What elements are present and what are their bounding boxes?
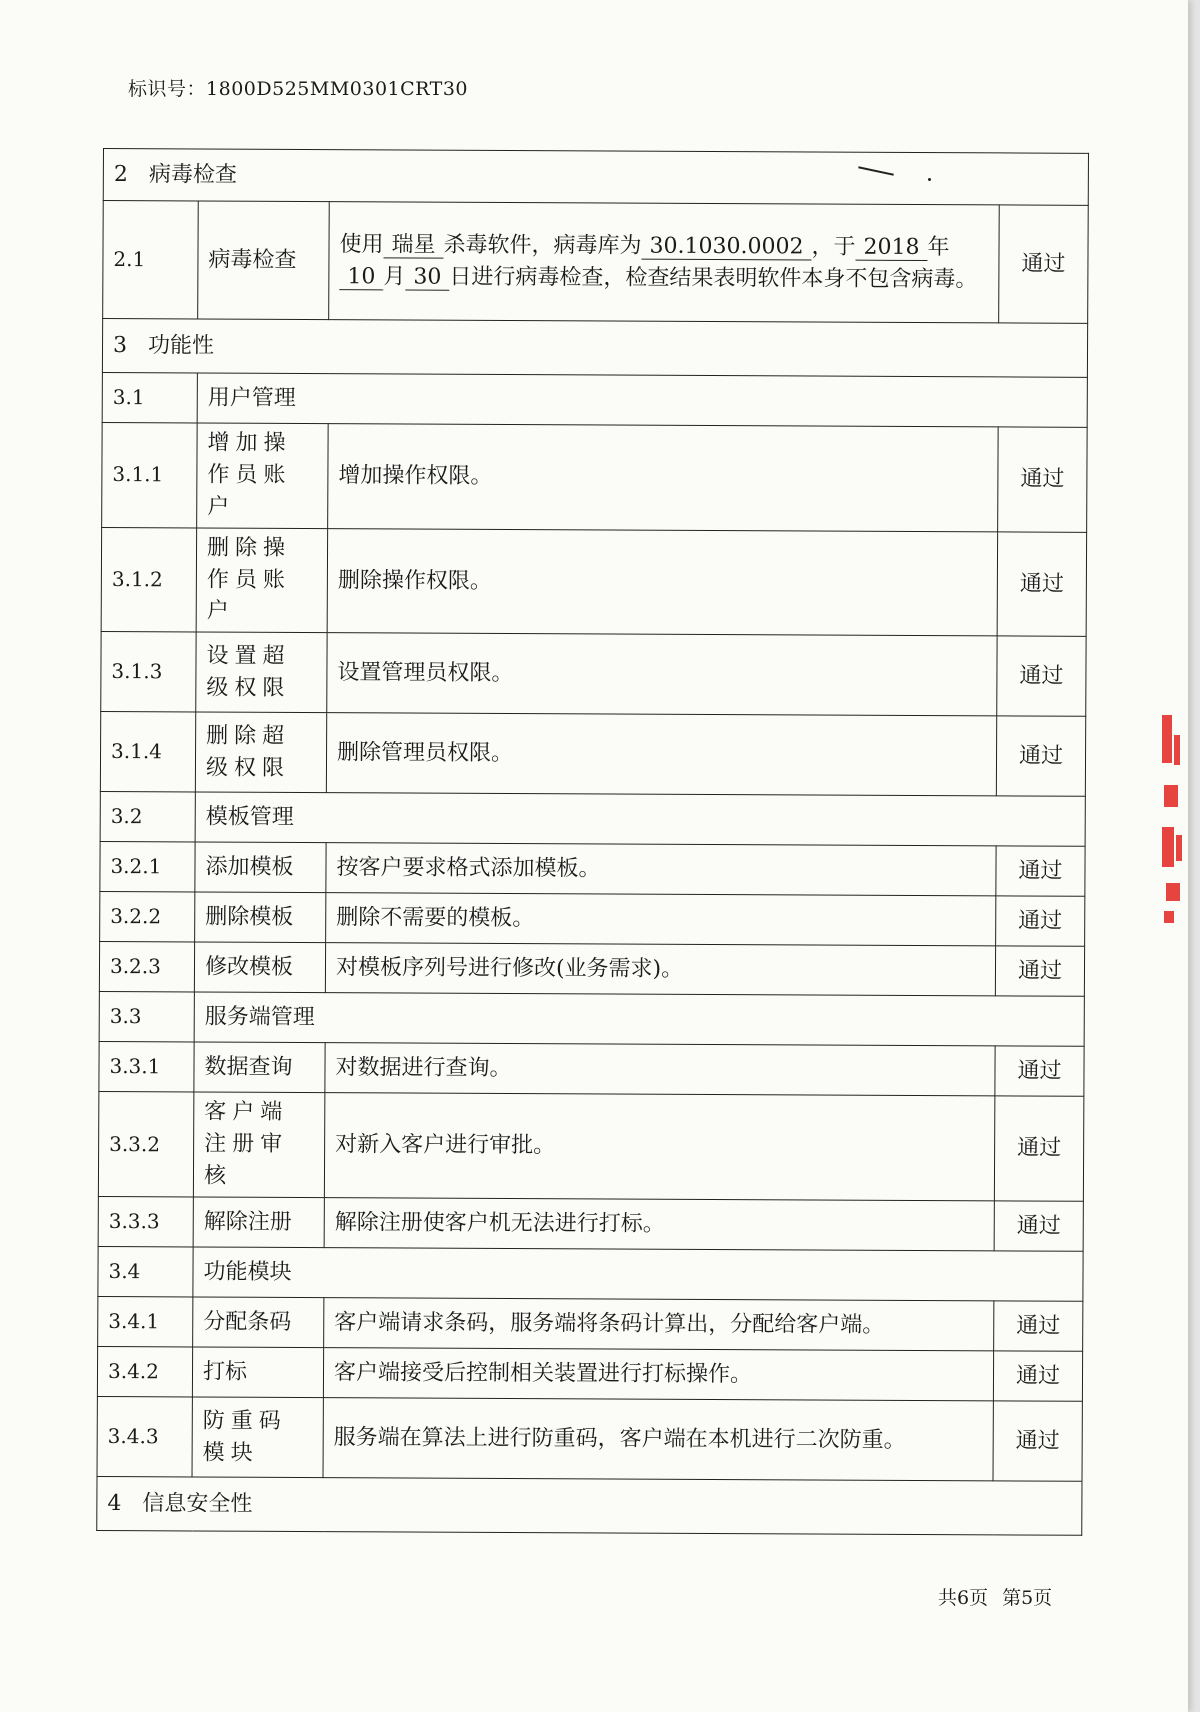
item-name: 病毒检查 [198,201,330,320]
item-result: 通过 [993,1401,1082,1481]
subsection-row [102,372,1087,427]
subsection-title: 功能模块 [193,1247,1083,1301]
item-number: 3.2.3 [99,942,194,992]
item-description: 解除注册使客户机无法进行打标。 [324,1198,994,1251]
subsection-title: 用户管理 [197,373,1087,427]
item-name: 删除超级权限 [195,712,326,793]
item-row [98,1092,1083,1201]
item-row [101,527,1086,636]
item-result: 通过 [997,636,1086,716]
item-result: 通过 [998,427,1088,532]
check-month: 10 [339,265,383,290]
item-number: 3.4.2 [97,1347,192,1397]
document-id-label: 标识号： [128,78,207,100]
item-name: 防重码模块 [192,1397,323,1478]
item-result: 通过 [996,896,1085,946]
section-number: 2 [113,161,128,187]
item-row-2-1 [103,201,1089,324]
item-name: 添加模板 [195,842,326,893]
page-current: 第5页 [1002,1587,1053,1609]
item-name: 解除注册 [193,1197,324,1248]
subsection-number: 3.2 [100,792,195,842]
seam-stamp [1160,715,1186,925]
item-row [100,842,1085,897]
section-row-4 [97,1477,1082,1536]
section-title: 信息安全性 [142,1490,253,1517]
item-number: 3.3.3 [98,1197,193,1247]
subsection-number: 3.3 [99,992,194,1042]
item-description: 删除操作权限。 [327,528,998,636]
section-title: 病毒检查 [148,161,237,188]
item-row [101,632,1086,717]
item-description: 删除不需要的模板。 [326,893,996,946]
item-name: 删除模板 [195,892,326,943]
section-number: 3 [112,332,128,358]
item-description: 客户端请求条码，服务端将条码计算出，分配给客户端。 [324,1298,994,1351]
item-result: 通过 [994,1201,1083,1251]
item-number: 3.2.1 [100,842,195,892]
item-number: 3.2.2 [100,892,195,942]
item-number: 3.1.2 [101,527,197,632]
subsection-title: 模板管理 [195,792,1085,846]
item-number: 3.4.1 [98,1297,193,1347]
item-result: 通过 [997,532,1087,637]
item-description: 对模板序列号进行修改(业务需求)。 [325,943,995,996]
section-title: 功能性 [147,332,215,359]
item-name: 删除操作员账户 [196,528,328,633]
item-result: 通过 [999,205,1089,323]
item-name: 修改模板 [194,942,325,993]
item-description: 按客户要求格式添加模板。 [326,843,996,896]
item-result: 通过 [994,1301,1083,1351]
item-number: 3.4.3 [97,1397,192,1477]
desc-text: 使用 [339,231,384,257]
item-description [329,202,1000,323]
item-name: 增加操作员账户 [197,423,329,528]
item-row [98,1197,1083,1252]
test-results-table [96,148,1089,1536]
item-row [98,1297,1083,1352]
section-row-3 [102,319,1087,378]
item-result: 通过 [995,1046,1084,1096]
subsection-row [98,1247,1083,1302]
item-number: 2.1 [103,201,199,319]
subsection-title: 服务端管理 [194,992,1084,1046]
item-result: 通过 [996,846,1085,896]
item-number: 3.1.4 [100,712,195,792]
item-number: 3.1.3 [101,632,196,712]
software-name: 瑞星 [383,233,443,258]
item-result: 通过 [993,1351,1082,1401]
item-row [100,892,1085,947]
item-name: 设置超级权限 [196,632,327,713]
item-name: 数据查询 [194,1042,325,1093]
item-name: 打标 [192,1347,323,1398]
check-day: 30 [405,265,449,290]
item-row [100,712,1085,797]
subsection-row [99,992,1084,1047]
section-row-2 [103,149,1088,206]
item-description: 服务端在算法上进行防重码，客户端在本机进行二次防重。 [323,1398,993,1481]
subsection-number: 3.4 [98,1247,193,1297]
item-number: 3.3.2 [98,1092,194,1197]
item-description: 设置管理员权限。 [327,633,997,716]
document-id [128,74,468,101]
virus-db-version: 30.1030.0002 [642,234,812,260]
document-id-value: 1800D525MM0301CRT30 [206,78,468,100]
item-result: 通过 [995,946,1084,996]
item-number: 3.1.1 [102,422,198,527]
item-row [97,1347,1082,1402]
desc-text: 月 [383,263,406,289]
desc-text: 日进行病毒检查，检查结果表明软件本身不包含病毒。 [449,264,978,292]
item-result: 通过 [994,1096,1084,1201]
item-name: 客户端注册审核 [193,1092,325,1197]
subsection-row [100,792,1085,847]
item-description: 对新入客户进行审批。 [324,1093,995,1201]
desc-text: 杀毒软件，病毒库为 [443,232,642,259]
item-name: 分配条码 [193,1297,324,1348]
section-number: 4 [107,1490,122,1516]
item-row [97,1397,1082,1482]
item-row [99,942,1084,997]
item-description: 增加操作权限。 [328,424,999,532]
check-year: 2018 [855,235,927,261]
item-description: 对数据进行查询。 [325,1043,995,1096]
item-description: 删除管理员权限。 [326,713,996,796]
item-row [99,1042,1084,1097]
item-result: 通过 [996,716,1085,796]
item-row [102,422,1087,531]
subsection-number: 3.1 [102,372,197,422]
desc-text: ，于 [811,234,856,260]
page-footer [938,1583,1066,1610]
page-total: 共6页 [938,1587,989,1609]
desc-text: 年 [927,234,950,260]
item-number: 3.3.1 [99,1042,194,1092]
function-rows [97,372,1087,1481]
item-description: 客户端接受后控制相关装置进行打标操作。 [323,1348,993,1401]
